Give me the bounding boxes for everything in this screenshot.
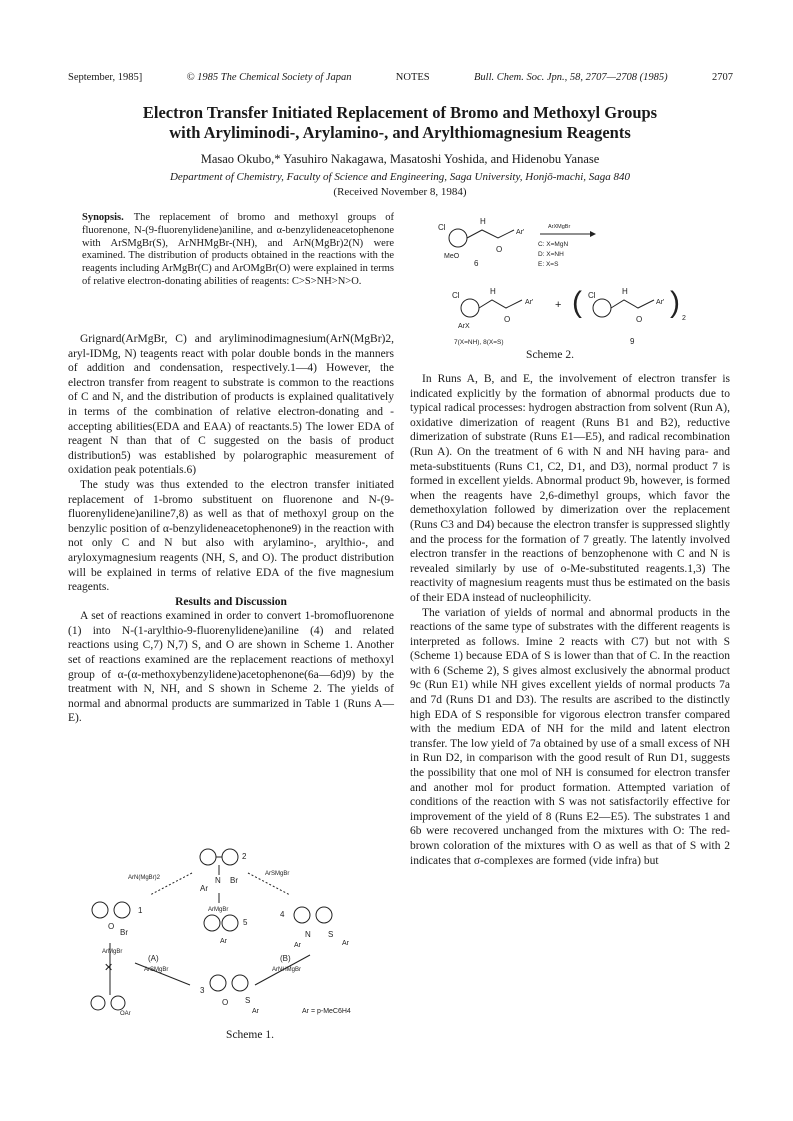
label-9: 9 <box>630 337 635 346</box>
label-c-cond: C: X=MgN <box>538 241 569 248</box>
paragraph: Grignard(ArMgBr, C) and aryliminodimagnesium(ArN(MgBr)2, aryl-IDMg, N) teagents react with polar double bonds in the manners of addition and condensation, respectively.1—4) However, the electron transfer from reagent to substrate is common to the reactions of C and N, and the distribution of products is explained qualitatively in terms of the combination of relative electron-donating and -accepting abilities(EDA and EAA) of reactants.5) The lower EDA of reagent N than that of C suggested on the basis of product distribution5) was established by polarographic measurement of oxidation peak potentials.6) <box>68 333 394 477</box>
paper-title <box>60 103 740 143</box>
product-7-8 <box>452 287 533 346</box>
scheme-2-caption: Scheme 2. <box>526 349 574 361</box>
compound-1 <box>92 902 143 937</box>
label-arx: ArX <box>458 323 470 330</box>
synopsis-heading: Synopsis. <box>82 212 124 223</box>
label-4: 4 <box>280 910 285 919</box>
label-reagent: ArXMgBr <box>548 224 571 230</box>
label-n-4: N <box>305 930 311 939</box>
label-arsmgbr-a: ArSMgBr <box>144 967 169 973</box>
compound-5 <box>204 915 248 945</box>
label-ar-7: Ar' <box>525 299 534 306</box>
label-ar-5: Ar <box>220 938 227 945</box>
label-h: H <box>480 217 486 226</box>
scheme-1-diagram <box>80 845 390 1017</box>
label-ar-4a: Ar <box>294 942 301 949</box>
label-armgbr-left: ArMgBr <box>102 949 123 955</box>
label-3: 3 <box>200 986 205 995</box>
header-page: 2707 <box>711 72 733 83</box>
label-o: O <box>496 245 503 254</box>
label-s-3: S <box>245 996 251 1005</box>
label-d-cond: D: X=NH <box>538 251 564 258</box>
label-ar: Ar <box>200 884 208 893</box>
label-o: O <box>108 922 115 931</box>
label-br-1: Br <box>120 928 128 937</box>
title-line-1: Electron Transfer Initiated Replacement of Bromo and Methoxyl Groups <box>142 103 658 122</box>
label-cl-9: Cl <box>588 291 596 300</box>
compound-6 <box>438 217 524 268</box>
header-journal: Bull. Chem. Soc. Jpn., 58, 2707—2708 (1985) <box>473 72 668 83</box>
scheme-2-diagram <box>430 212 710 352</box>
scheme-1-caption: Scheme 1. <box>226 1029 274 1041</box>
compound-4 <box>280 907 350 949</box>
cross-mark: ✕ <box>104 962 114 974</box>
synopsis-text: The replacement of bromo and methoxyl groups of fluorenone, N-(9-fluorenylidene)aniline, and α-benzylideneacetophenone with ArSMgBr(S), ArNHMgBr-(NH), and ArN(MgBr)2(N) were examined. The distribution of products obtained in the reactions with the reagents including ArMgBr(C) and ArOMgBr(O) were explained in terms of relative electron-donating abilities of reagents: C>S>NH>N>O. <box>82 212 394 287</box>
label-1: 1 <box>138 906 143 915</box>
label-o-7: O <box>504 315 511 324</box>
label-e-cond: E: X=S <box>538 261 559 268</box>
paragraph: In Runs A, B, and E, the involvement of electron transfer is indicated explicitly by the formation of abnormal products due to typical radical processes: hydrogen abstraction from solvent (Run A), oxidative dimerization of reagent (Runs B1 and B2), reductive dimerization of substrate (Runs E1—E5), and radical recombination (Run A). On the treatment of 6 with N and NH having para- and meta-substituents (Runs C1, C2, D1, and D3), normal product 7 is formed in excellent yields. Abnormal product 9b, however, is formed when the reagents have 2,6-dimethyl groups, which favor the demethoxylation followed by dimerization over the replacement (Runs C3 and D4) because the electron transfer is suppressed slightly and the process for the formation of 7 greatly. The latently involved electron transfer in the reactions of benzophenone with C and N is revealed similarly by use of o-Me-substituted reagents.1,3) The reactivity of magnesium reagents must thus be estimated on the basis of their EDA instead of nucleophilicity. <box>410 373 730 604</box>
label-5: 5 <box>243 918 248 927</box>
paragraph: The study was thus extended to the electron transfer initiated replacement of 1-bromo substituent on fluorenone and N-(9-fluorenylidene)aniline7,8) as well as that of methoxyl group on the benzylic position of α-benzylideneacetophenone9) in the reaction with not only C and N but also with arylamino-, arylthio-, and aryloxymagnesium reagents (NH, S, and O). The product distribution will be explained in terms of relative EDA of the five magnesium reagents. <box>68 478 394 594</box>
authors: Masao Okubo,* Yasuhiro Nakagawa, Masatoshi Yoshida, and Hidenobu Yanase <box>200 152 600 166</box>
label-6: 6 <box>474 259 479 268</box>
compound-3 <box>200 975 260 1015</box>
label-o-3: O <box>222 998 229 1007</box>
label-ar-prime: Ar' <box>516 229 525 236</box>
paragraph: The variation of yields of normal and abnormal products in the reactions of the same type of substrates with the different reagents is interpreted as follows. Imine 2 reacts with C7) but not with S (Scheme 1) because EDA of S is lower than that of C. In the reaction with 6 (Scheme 2), S gives almost exclusively the abnormal product 9c (Run E1) while NH gives excellent yields of normal products 7a and 7d (Runs D1 and D3). The results are ascribed to the distinctly high EDA of S responsible for vigorous electron transfer compared with the medium EDA of NH for the mild and latent electron transfer. The low yield of 7a obtained by use of a small excess of NH in Run D2, in comparison with the good result of Run D1, suggests the possibility that one mol of NH is consumed for electron transfer and another mol for product formation. Attempted variation of conditions of the reaction with S was not satisfactorily effective for improvement of the yield of 8 (Runs E2—E5). The substrates 1 and 6b were recovered unchanged from the mixtures with O: The red-brown coloration of the mixtures with O as well as that of S with 2 indicates that σ-complexes are formed (vide infra) but <box>410 606 730 867</box>
compound-2 <box>200 849 247 893</box>
title-line-2: with Aryliminodi-, Arylamino-, and Arylthiomagnesium Reagents <box>169 123 631 142</box>
product-9 <box>572 286 686 346</box>
label-products-78: 7(X=NH), 8(X=S) <box>454 339 504 346</box>
label-cl-7: Cl <box>452 291 460 300</box>
paren-close: ) <box>670 286 680 319</box>
header-date: September, 1985] <box>68 72 143 83</box>
label-cl: Cl <box>438 223 446 232</box>
label-armgbr-mid: ArMgBr <box>208 907 229 913</box>
synopsis <box>82 212 394 289</box>
label-h-9: H <box>622 287 628 296</box>
label-h-7: H <box>490 287 496 296</box>
label-arnmgbr2-top: ArN(MgBr)2 <box>128 875 161 881</box>
label-ar-9: Ar' <box>656 299 665 306</box>
label-oar: OAr <box>120 1011 131 1017</box>
header-section: NOTES <box>395 72 430 83</box>
paren-open: ( <box>572 286 582 319</box>
label-br: Br <box>230 876 238 885</box>
label-a: (A) <box>148 954 159 963</box>
affiliation: Department of Chemistry, Faculty of Science and Engineering, Saga University, Honjō-machi, Saga 840 <box>169 171 631 183</box>
label-subscript-2: 2 <box>682 315 686 322</box>
label-arsmgbr-top: ArSMgBr <box>265 871 290 877</box>
label-ar-4b: Ar <box>342 940 349 947</box>
plus-sign: + <box>555 299 562 311</box>
paragraph: A set of reactions examined in order to convert 1-bromofluorenone (1) into N-(1-arylthio-9-fluorenylidene)aniline (4) and related reactions using C,7) N,7) S, and O are shown in Scheme 1. Another set of reactions examined are the replacement reactions of methoxyl group of α-(α-methoxybenzylidene)acetophenone(6a—6d)9) by the treatment with N, NH, and S shown in Scheme 2. The yields of normal and abnormal products are summarized in Table 1 (Runs A—E). <box>68 610 394 725</box>
right-column <box>410 372 730 868</box>
received-date: (Received November 8, 1984) <box>333 186 467 198</box>
label-meo: MeO <box>444 253 460 260</box>
label-o-9: O <box>636 315 643 324</box>
running-header <box>68 72 733 83</box>
label-2: 2 <box>242 852 247 861</box>
label-arnhmgbr-b: ArNHMgBr <box>272 967 302 973</box>
label-n: N <box>215 876 221 885</box>
compound-oar <box>91 996 131 1017</box>
label-s-4: S <box>328 930 334 939</box>
ar-definition: Ar = p-MeC6H4 <box>302 1008 351 1015</box>
header-copyright: © 1985 The Chemical Society of Japan <box>186 72 352 83</box>
label-ar-3: Ar <box>252 1008 259 1015</box>
left-column <box>68 332 394 726</box>
label-b: (B) <box>280 954 291 963</box>
section-heading: Results and Discussion <box>175 595 287 608</box>
